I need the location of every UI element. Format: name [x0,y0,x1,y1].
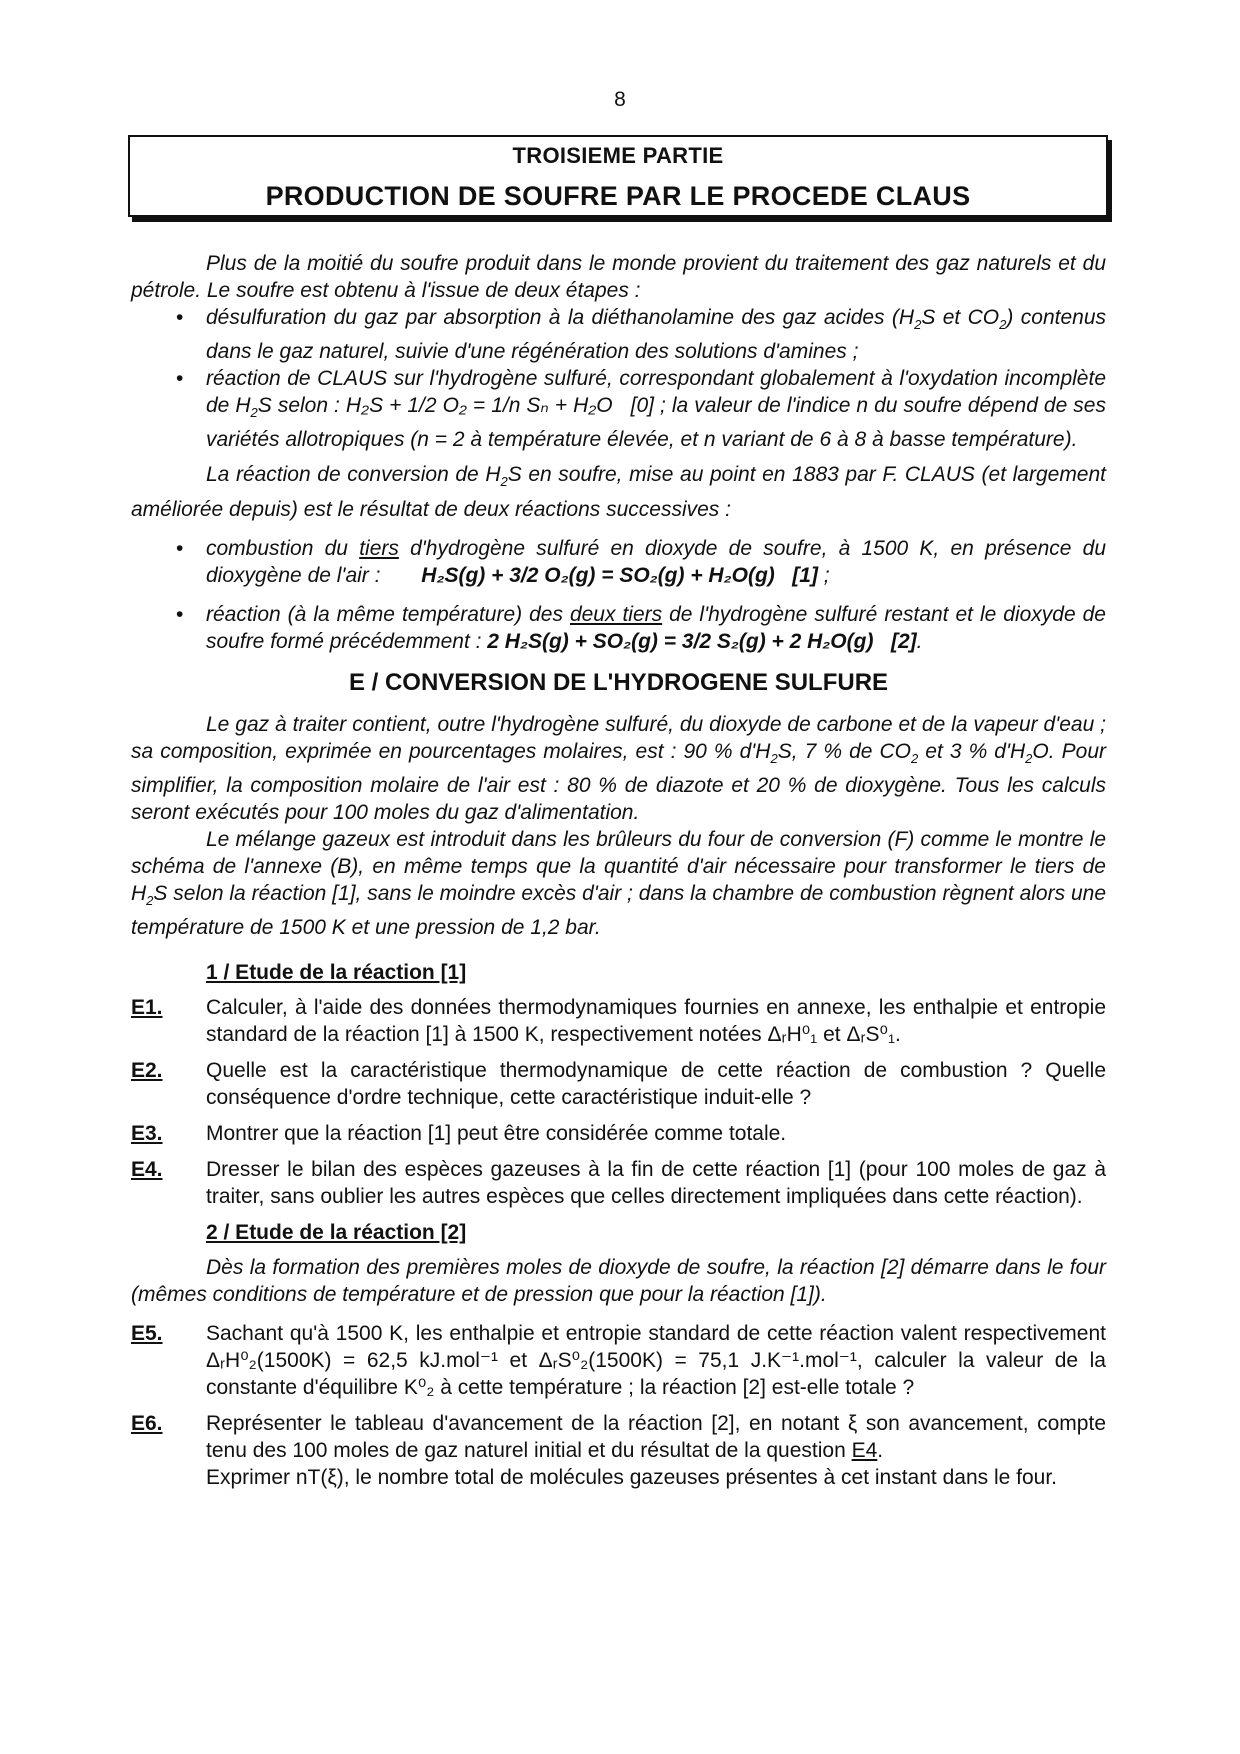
question-e4: E4. Dresser le bilan des espèces gazeuses à la fin de cette réaction [1] (pour 100 moles de gaz à traiter, sans oublier les autres espèces que celles directement impliquées dans cette réaction). [131,1157,1106,1208]
question-label: E2. [131,1058,163,1082]
bullet-icon: • [176,602,184,626]
furnace-paragraph: Le mélange gazeux est introduit dans les brûleurs du four de conversion (F) comme le montre le schéma de l'annexe (B), en même temps que la quantité d'air nécessaire pour transformer le tiers de $H_2S$ selon la réaction [1], sans le moindre excès d'air ; dans la chambre de combustion règnent alors une température de 1500 K et une pression de 1,2 bar. [131,827,1106,939]
question-e3: E3. Montrer que la réaction [1] peut être considérée comme totale. [131,1121,787,1145]
question-e6: E6. Représenter le tableau d'avancement de la réaction [2], en notant ξ son avancement, compte tenu des 100 moles de gaz naturel initial et du résultat de la question E4. Exprimer nT(ξ), le nombre total de molécules gazeuses présentes à cet instant dans le four. [131,1411,1106,1489]
symbol-delta-s2: ΔᵣS⁰₂(1500K) = 75,1 J.K⁻¹.mol⁻¹ [538,1348,857,1372]
bullet-icon: • [176,306,184,329]
bullet-reaction-1: • combustion du tiers d'hydrogène sulfuré en dioxyde de soufre, à 1500 K, en présence du dioxygène de l'air : H₂S(g) + 3/2 O₂(g) = SO₂(g) + H₂O(g) [1] ; [176,536,1106,587]
section-e-title: E / CONVERSION DE L'HYDROGENE SULFURE [348,668,889,696]
bullet-claus: • réaction de CLAUS sur l'hydrogène sulfuré, correspondant globalement à l'oxydation incomplète de $H_2S$ selon : H₂S + 1/2 O₂ = 1/n Sₙ + H₂O [0] ; la valeur de l'indice n du soufre dépend de ses variétés allotropiques (n = 2 à température élevée, et n variant de 6 à 8 à basse température). [176,367,1106,452]
equation-0: H₂S + 1/2 O₂ = 1/n Sₙ + H₂O [345,394,613,418]
question-reference: E4 [851,1438,878,1462]
bullet-reaction-2: • réaction (à la même température) des deux tiers de l'hydrogène sulfuré restant et le dioxyde de soufre formé précédemment : 2 H₂S(g) + SO₂(g) = 3/2 S₂(g) + 2 H₂O(g) [2]. [176,602,1106,653]
question-label: E5. [131,1321,163,1345]
bullet-desulfuration: • désulfuration du gaz par absorption à la diéthanolamine des gaz acides ($H_2S$ et $CO_2$) contenus dans le gaz naturel, suivie d'une régénération des solutions d'amines ; [176,306,1106,364]
intro-bullets [131,304,1106,453]
question-label: E3. [131,1121,163,1145]
question-e2: E2. Quelle est la caractéristique thermodynamique de cette réaction de combustion ? Quelle conséquence d'ordre technique, cette caractéristique induit-elle ? [131,1058,1106,1109]
equation-0-tag: [0] [630,394,655,418]
equation-1: H₂S(g) + 3/2 O₂(g) = SO₂(g) + H₂O(g) [421,563,775,587]
claus-paragraph: La réaction de conversion de $H_2S$ en soufre, mise au point en 1883 par F. CLAUS (et largement améliorée depuis) est le résultat de deux réactions successives : [131,463,1107,521]
title-box [128,135,1108,217]
equation-1-tag: [1] [792,563,818,587]
reaction-2-intro: Dès la formation des premières moles de dioxyde de soufre, la réaction [2] démarre dans le four (mêmes conditions de température et de pression que pour la réaction [1]). [131,1255,1106,1306]
composition-paragraph: Le gaz à traiter contient, outre l'hydrogène sulfuré, du dioxyde de carbone et de la vapeur d'eau ; sa composition, exprimée en pourcentages molaires, est : 90 % $d'H_2S$, 7 % de $CO_2$ et 3 % $d'H_2O$. Pour simplifier, la composition molaire de l'air est : 80 % de diazote et 20 % de dioxygène. Tous les calculs seront exécutés pour 100 moles du gaz d'alimentation. [131,712,1106,824]
symbol-delta-h2: ΔᵣH⁰₂(1500K) = 62,5 kJ.mol⁻¹ [206,1348,498,1372]
question-e1: E1. Calculer, à l'aide des données thermodynamiques fournies en annexe, les enthalpie et entropie standard de la réaction [1] à 1500 K, respectivement notées ΔᵣH⁰₁ et ΔᵣS⁰₁. [131,995,1106,1046]
intro-paragraph: Plus de la moitié du soufre produit dans le monde provient du traitement des gaz naturels et du pétrole. Le soufre est obtenu à l'issue de deux étapes : [131,252,1106,302]
content [131,250,1106,1500]
subsection-2-title: 2 / Etude de la réaction [2] [206,1220,467,1244]
bullet-icon: • [176,367,184,391]
subsection-1-title: 1 / Etude de la réaction [1] [206,960,467,984]
equation-2-tag: [2] [890,629,917,653]
symbol-delta-s1: ΔᵣS⁰₁ [846,1022,896,1046]
symbol-delta-h1: ΔᵣH⁰₁ [767,1022,818,1046]
question-label: E1. [131,995,163,1019]
bullet-icon: • [176,536,184,560]
symbol-k2: K⁰₂ [403,1375,435,1399]
page-number: 8 [614,88,626,111]
question-label: E4. [131,1157,163,1181]
equation-2: 2 H₂S(g) + SO₂(g) = 3/2 S₂(g) + 2 H₂O(g) [487,629,874,653]
question-e5: E5. Sachant qu'à 1500 K, les enthalpie et entropie standard de cette réaction valent respectivement ΔᵣH⁰₂(1500K) = 62,5 kJ.mol⁻¹ et ΔᵣS⁰₂(1500K) = 75,1 J.K⁻¹.mol⁻¹, calculer la valeur de la constante d'équilibre K⁰₂ à cette température ; la réaction [2] est-elle totale ? [131,1321,1106,1399]
part-title: PRODUCTION DE SOUFRE PAR LE PROCEDE CLAUS [265,181,971,211]
part-heading: TROISIEME PARTIE [512,143,724,168]
question-label: E6. [131,1411,163,1435]
reaction-bullets [131,535,1106,589]
